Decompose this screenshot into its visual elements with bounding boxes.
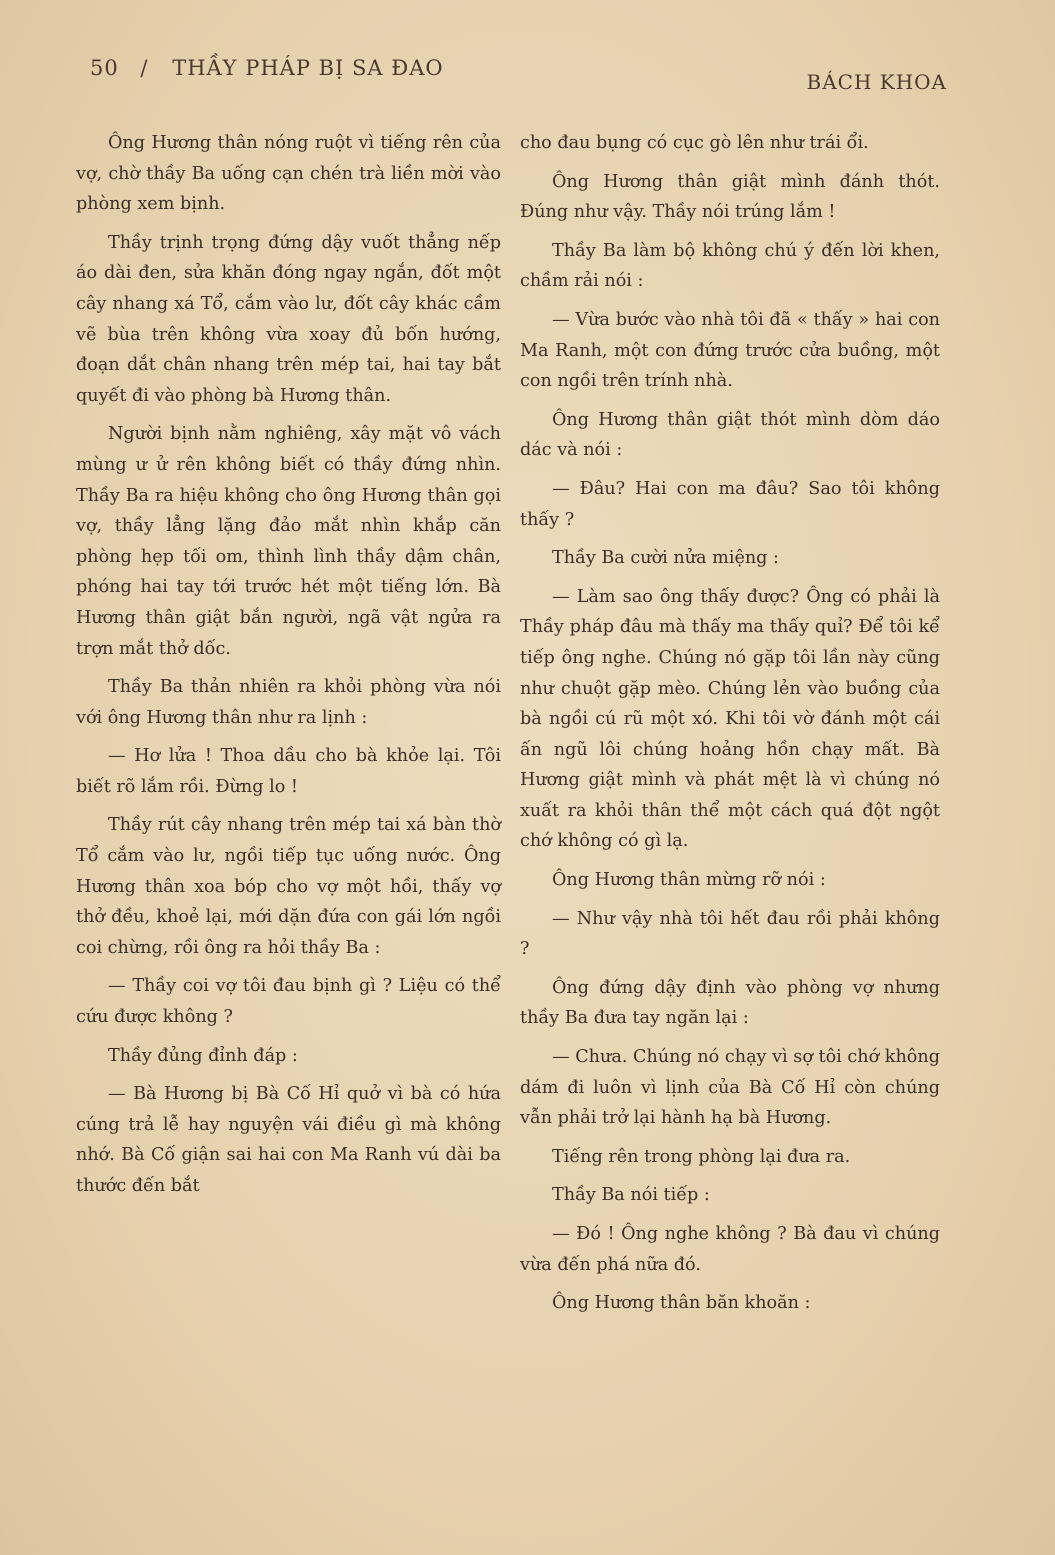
paragraph: Ông đứng dậy định vào phòng vợ nhưng thầy Ba đưa tay ngăn lại : xyxy=(520,977,940,1029)
paragraph: — Hơ lửa ! Thoa dầu cho bà khỏe lại. Tôi biết rõ lắm rồi. Đừng lo ! xyxy=(76,746,501,797)
page-header xyxy=(90,56,947,96)
magazine-name: BÁCH KHOA xyxy=(806,70,947,94)
paragraph: — Đó ! Ông nghe không ? Bà đau vì chúng vừa đến phá nữa đó. xyxy=(520,1224,940,1275)
paragraph: Tiếng rên trong phòng lại đưa ra. xyxy=(552,1146,851,1167)
page-number: 50 xyxy=(90,56,119,80)
right-column xyxy=(520,128,940,1327)
paragraph: Ông Hương thân giật mình đánh thót. Đúng như vậy. Thầy nói trúng lắm ! xyxy=(520,171,940,223)
paragraph: Ông Hương thân nóng ruột vì tiếng rên của vợ, chờ thầy Ba uống cạn chén trà liền mời vào phòng xem bịnh. xyxy=(76,133,501,215)
paragraph: Ông Hương thân mừng rỡ nói : xyxy=(552,870,826,891)
paragraph: Người bịnh nằm nghiêng, xây mặt vô vách mùng ư ử rên không biết có thầy đứng nhìn. Thầy Ba ra hiệu không cho ông Hương thân gọi vợ, thầy lẳng lặng đảo mắt nhìn khắp căn phòng hẹp tối om, thình lình thầy dậm chân, phóng hai tay tới trước hét một tiếng lớn. Bà Hương thân giật bắn người, ngã vật ngửa ra trợn mắt thở dốc. xyxy=(76,424,501,659)
paragraph: Thầy Ba nói tiếp : xyxy=(552,1185,710,1206)
paragraph-continued: cho đau bụng có cục gò lên như trái ổi. xyxy=(520,133,869,153)
paragraph: Ông Hương thân giật thót mình dòm dáo dác và nói : xyxy=(520,409,940,461)
paragraph: Ông Hương thân băn khoăn : xyxy=(552,1293,811,1314)
running-head xyxy=(90,56,444,80)
left-column xyxy=(76,128,501,1210)
paragraph: Thầy trịnh trọng đứng dậy vuốt thẳng nếp áo dài đen, sửa khăn đóng ngay ngắn, đốt một cây nhang xá Tổ, cắm vào lư, đốt cây khác cầm vẽ bùa trên không vừa xoay đủ bốn hướng, đoạn dắt chân nhang trên mép tai, hai tay bắt quyết đi vào phòng bà Hương thân. xyxy=(76,232,501,406)
paragraph: Thầy rút cây nhang trên mép tai xá bàn thờ Tổ cắm vào lư, ngồi tiếp tục uống nước. Ông Hương thân xoa bóp cho vợ một hồi, thấy vợ thở đều, khoẻ lại, mới dặn đứa con gái lớn ngồi coi chừng, rồi ông ra hỏi thầy Ba : xyxy=(76,815,501,958)
paragraph: Thầy Ba cười nửa miệng : xyxy=(552,548,779,569)
paragraph: — Vừa bước vào nhà tôi đã « thấy » hai con Ma Ranh, một con đứng trước cửa buồng, một con ngồi trên trính nhà. xyxy=(520,309,940,392)
paragraph: — Bà Hương bị Bà Cố Hỉ quở vì bà có hứa cúng trả lễ hay nguyện vái điều gì mà không nhớ. Bà Cố giận sai hai con Ma Ranh vú dài ba thước đến bắt xyxy=(76,1084,501,1196)
paragraph: Thầy Ba thản nhiên ra khỏi phòng vừa nói với ông Hương thân như ra lịnh : xyxy=(76,677,501,728)
paragraph: — Thầy coi vợ tôi đau bịnh gì ? Liệu có thể cứu được không ? xyxy=(76,976,501,1028)
article-title: THẦY PHÁP BỊ SA ĐAO xyxy=(172,56,444,80)
header-separator: / xyxy=(140,56,149,80)
paragraph: Thầy Ba làm bộ không chú ý đến lời khen, chầm rải nói : xyxy=(520,240,940,292)
paragraph: — Như vậy nhà tôi hết đau rồi phải không ? xyxy=(520,908,940,960)
paragraph: — Chưa. Chúng nó chạy vì sợ tôi chớ không dám đi luôn vì lịnh của Bà Cố Hỉ còn chúng vẫn phải trở lại hành hạ bà Hương. xyxy=(520,1047,940,1129)
paragraph: Thầy đủng đỉnh đáp : xyxy=(108,1045,298,1066)
paragraph: — Làm sao ông thấy được? Ông có phải là Thầy pháp đâu mà thấy ma thấy quỉ? Để tôi kể tiếp ông nghe. Chúng nó gặp tôi lần này cũng như chuột gặp mèo. Chúng lẻn vào buồng của bà ngồi cú rũ một xó. Khi tôi vờ đánh một cái ấn ngũ lôi chúng hoảng hồn chạy mất. Bà Hương giật mình và phát mệt là vì chúng nó xuất ra khỏi thân thể một cách quá đột ngột chớ không có gì lạ. xyxy=(520,586,940,852)
paragraph: — Đâu? Hai con ma đâu? Sao tôi không thấy ? xyxy=(520,478,940,530)
